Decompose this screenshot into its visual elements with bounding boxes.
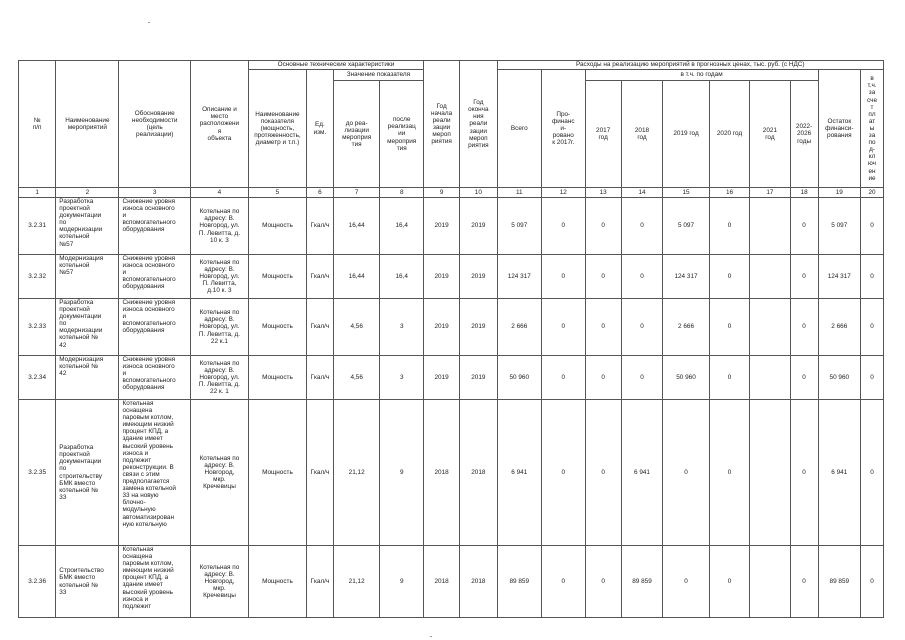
column-number: 7 (333, 188, 380, 198)
row-2021 (750, 299, 790, 356)
row-end-year: 2019 (460, 299, 497, 356)
row-2019: 0 (663, 546, 710, 618)
row-prefinanced: 0 (542, 546, 586, 618)
row-no: 3.2.34 (19, 356, 56, 400)
row-prefinanced: 0 (542, 255, 586, 299)
row-location: Котельная по адресу: В. Новгород, ул. П. Левитта, д. 10 к. 3 (190, 198, 248, 255)
row-2020: 0 (709, 546, 749, 618)
row-name: Разработка проектной документации по модернизации котельной №57 (56, 198, 119, 255)
row-after: 16,4 (380, 198, 424, 255)
row-2017: 0 (585, 400, 621, 546)
header-after: после реализац ии мероприя тия (380, 81, 424, 188)
header-remainder: Остаток финанси- рования (818, 70, 860, 188)
column-number: 9 (423, 188, 459, 198)
row-before: 21,12 (333, 400, 380, 546)
row-2022-2026: 0 (790, 198, 818, 255)
row-2019: 50 960 (663, 356, 710, 400)
row-location: Котельная по адресу: В. Новгород, мкр. Кречевицы (190, 400, 248, 546)
row-before: 4,56 (333, 356, 380, 400)
column-number-row (19, 188, 884, 198)
row-2022-2026: 0 (790, 255, 818, 299)
row-before: 16,44 (333, 255, 380, 299)
header-group-tech: Основные технические характеристики (248, 61, 423, 70)
row-before: 21,12 (333, 546, 380, 618)
header-location: Описание и место расположени я объекта (190, 61, 248, 188)
row-remainder: 89 859 (818, 546, 860, 618)
row-2018: 0 (621, 356, 662, 400)
row-2021 (750, 356, 790, 400)
row-total: 6 941 (497, 400, 542, 546)
row-total: 50 960 (497, 356, 542, 400)
row-reason: Котельная оснащена паровым котлом, имеющим низкий процент КПД, а здание имеет высокий уровень износа и подлежит (119, 546, 190, 618)
row-after: 9 (380, 400, 424, 546)
header-2022-2026: 2022- 2026 годы (790, 81, 818, 188)
row-after: 9 (380, 546, 424, 618)
row-remainder: 124 317 (818, 255, 860, 299)
header-group-costs: Расходы на реализацию мероприятий в прогнозных ценах, тыс. руб. (с НДС) (497, 61, 884, 70)
row-2022-2026: 0 (790, 400, 818, 546)
row-2018: 0 (621, 299, 662, 356)
row-unit: Гкал/ч (306, 198, 333, 255)
table-row (19, 546, 884, 618)
row-param: Мощность (248, 198, 306, 255)
row-2017: 0 (585, 299, 621, 356)
row-2018: 6 941 (621, 400, 662, 546)
row-reason: Снижение уровня износа основного и вспомогательного оборудования (119, 198, 190, 255)
row-2017: 0 (585, 198, 621, 255)
row-location: Котельная по адресу: В. Новгород, ул. П. Левитта, д. 22 к. 1 (190, 356, 248, 400)
row-2019: 124 317 (663, 255, 710, 299)
row-name: Модернизация котельной № 42 (56, 356, 119, 400)
investment-program-table (18, 60, 884, 618)
row-2019: 0 (663, 400, 710, 546)
column-number: 20 (861, 188, 884, 198)
row-2021 (750, 546, 790, 618)
row-location: Котельная по адресу: В. Новгород, ул. П. Левитта, д.10 к. 3 (190, 255, 248, 299)
column-number: 11 (497, 188, 542, 198)
row-reason: Снижение уровня износа основного и вспомогательного оборудования (119, 299, 190, 356)
row-vat: 0 (861, 400, 884, 546)
column-number: 3 (119, 188, 190, 198)
row-start-year: 2018 (423, 546, 459, 618)
row-end-year: 2019 (460, 255, 497, 299)
header-group-value: Значение показателя (333, 70, 423, 81)
column-number: 16 (709, 188, 749, 198)
row-no: 3.2.31 (19, 198, 56, 255)
column-number: 19 (818, 188, 860, 198)
row-prefinanced: 0 (542, 356, 586, 400)
row-before: 16,44 (333, 198, 380, 255)
header-2019: 2019 год (663, 81, 710, 188)
row-prefinanced: 0 (542, 400, 586, 546)
row-param: Мощность (248, 299, 306, 356)
column-number: 17 (750, 188, 790, 198)
row-no: 3.2.35 (19, 400, 56, 546)
table-row (19, 356, 884, 400)
table-row (19, 255, 884, 299)
row-total: 2 666 (497, 299, 542, 356)
row-2022-2026: 0 (790, 299, 818, 356)
row-unit: Гкал/ч (306, 356, 333, 400)
header-2021: 2021 год (750, 81, 790, 188)
header-total: Всего (497, 70, 542, 188)
row-2017: 0 (585, 255, 621, 299)
row-2020: 0 (709, 356, 749, 400)
row-end-year: 2018 (460, 546, 497, 618)
row-unit: Гкал/ч (306, 546, 333, 618)
row-vat: 0 (861, 299, 884, 356)
row-name: Разработка проектной документации по модернизации котельной № 42 (56, 299, 119, 356)
row-2018: 0 (621, 255, 662, 299)
row-prefinanced: 0 (542, 299, 586, 356)
header-2018: 2018 год (621, 81, 662, 188)
row-reason: Снижение уровня износа основного и вспомогательного оборудования (119, 255, 190, 299)
row-start-year: 2019 (423, 198, 459, 255)
row-remainder: 50 960 (818, 356, 860, 400)
header-vat: в т.ч. за сче т пл ат ы за по д- кл юч ен ие (861, 70, 884, 188)
row-param: Мощность (248, 255, 306, 299)
row-after: 3 (380, 356, 424, 400)
row-2017: 0 (585, 356, 621, 400)
column-number: 15 (663, 188, 710, 198)
row-start-year: 2019 (423, 356, 459, 400)
row-no: 3.2.36 (19, 546, 56, 618)
row-vat: 0 (861, 198, 884, 255)
column-number: 2 (56, 188, 119, 198)
column-number: 1 (19, 188, 56, 198)
header-2020: 2020 год (709, 81, 749, 188)
row-unit: Гкал/ч (306, 400, 333, 546)
row-end-year: 2019 (460, 356, 497, 400)
row-remainder: 2 666 (818, 299, 860, 356)
row-2019: 2 666 (663, 299, 710, 356)
row-start-year: 2019 (423, 299, 459, 356)
row-2018: 0 (621, 198, 662, 255)
scan-speck (430, 636, 432, 637)
row-prefinanced: 0 (542, 198, 586, 255)
column-number: 5 (248, 188, 306, 198)
table-row (19, 299, 884, 356)
header-unit: Ед. изм. (306, 70, 333, 188)
column-number: 13 (585, 188, 621, 198)
row-reason: Котельная оснащена паровым котлом, имеющим низкий процент КПД, а здание имеет высокий уровень износа и подлежит реконструкции. В связи с этим предполагается замена котельной 33 на новую блочно- модульную автоматизирован ную котельную (119, 400, 190, 546)
header-group-years: в т.ч. по годам (585, 70, 818, 81)
row-2020: 0 (709, 400, 749, 546)
row-location: Котельная по адресу: В. Новгород, ул. П. Левитта, д. 22 к.1 (190, 299, 248, 356)
row-no: 3.2.32 (19, 255, 56, 299)
header-no: № п/п (19, 61, 56, 188)
column-number: 10 (460, 188, 497, 198)
header-name: Наименование мероприятий (56, 61, 119, 188)
row-before: 4,56 (333, 299, 380, 356)
row-total: 89 859 (497, 546, 542, 618)
row-after: 16,4 (380, 255, 424, 299)
row-2020: 0 (709, 299, 749, 356)
row-2020: 0 (709, 198, 749, 255)
header-end-year: Год оконча ния реали зации мероп риятия (460, 61, 497, 188)
row-after: 3 (380, 299, 424, 356)
row-reason: Снижение уровня износа основного и вспомогательного оборудования (119, 356, 190, 400)
row-param: Мощность (248, 400, 306, 546)
header-2017: 2017 год (585, 81, 621, 188)
row-2022-2026: 0 (790, 356, 818, 400)
row-end-year: 2018 (460, 400, 497, 546)
table-row (19, 198, 884, 255)
row-total: 124 317 (497, 255, 542, 299)
row-vat: 0 (861, 255, 884, 299)
row-2020: 0 (709, 255, 749, 299)
row-name: Модернизация котельной №57 (56, 255, 119, 299)
column-number: 6 (306, 188, 333, 198)
row-end-year: 2019 (460, 198, 497, 255)
column-number: 12 (542, 188, 586, 198)
column-number: 14 (621, 188, 662, 198)
row-total: 5 097 (497, 198, 542, 255)
header-start-year: Год начала реали зации мероп риятия (423, 61, 459, 188)
row-2021 (750, 400, 790, 546)
column-number: 8 (380, 188, 424, 198)
row-remainder: 6 941 (818, 400, 860, 546)
row-remainder: 5 097 (818, 198, 860, 255)
row-unit: Гкал/ч (306, 255, 333, 299)
table-row (19, 400, 884, 546)
row-2017: 0 (585, 546, 621, 618)
investment-table-sheet (18, 60, 884, 618)
row-name: Разработка проектной документации по строительству БМК вместо котельной № 33 (56, 400, 119, 546)
column-number: 4 (190, 188, 248, 198)
row-2018: 89 859 (621, 546, 662, 618)
row-2022-2026: 0 (790, 546, 818, 618)
header-prefinanced: Про- финанс и- ровано к 2017г. (542, 70, 586, 188)
scan-speck (148, 22, 150, 23)
row-2021 (750, 198, 790, 255)
row-unit: Гкал/ч (306, 299, 333, 356)
row-vat: 0 (861, 356, 884, 400)
row-vat: 0 (861, 546, 884, 618)
column-number: 18 (790, 188, 818, 198)
row-location: Котельная по адресу: В. Новгород, мкр. Кречевицы (190, 546, 248, 618)
header-reason: Обоснование необходимости (цель реализации) (119, 61, 190, 188)
row-start-year: 2018 (423, 400, 459, 546)
row-param: Мощность (248, 546, 306, 618)
row-2021 (750, 255, 790, 299)
header-param-name: Наименование показателя (мощность, протяженность, диаметр и т.п.) (248, 70, 306, 188)
row-param: Мощность (248, 356, 306, 400)
header-before: до реа- лизации мероприя тия (333, 81, 380, 188)
row-2019: 5 097 (663, 198, 710, 255)
row-no: 3.2.33 (19, 299, 56, 356)
row-name: Строительство БМК вместо котельной № 33 (56, 546, 119, 618)
row-start-year: 2019 (423, 255, 459, 299)
